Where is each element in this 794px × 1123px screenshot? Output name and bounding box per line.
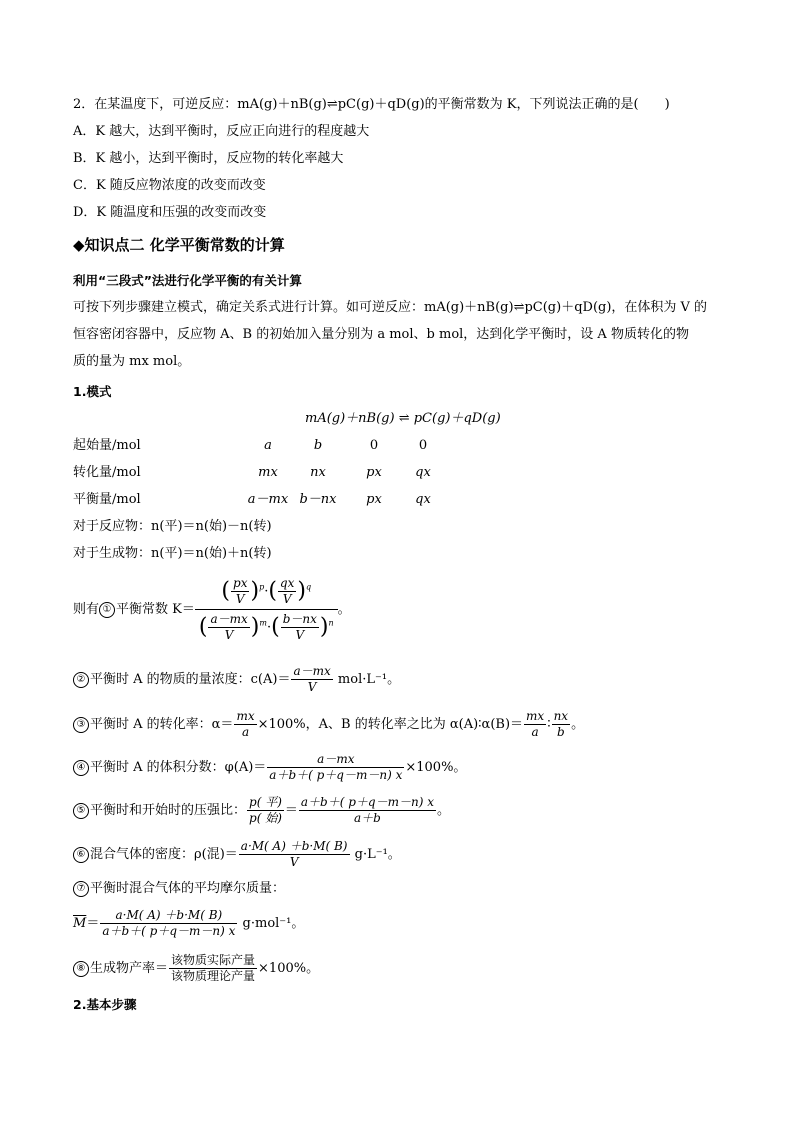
frac-den: 该物质理论产量 <box>171 969 256 983</box>
frac <box>299 795 436 826</box>
circle-number: ④ <box>73 760 89 776</box>
frac <box>234 709 256 740</box>
exponent: p <box>259 582 265 592</box>
paren: ( <box>198 614 208 640</box>
formula-molar-mass: $\overline{M}=$ $\frac{a\cdot M( A) +b\cdot M( B)}{a+b+( p+q-m-n) x}$ g·mol⁻¹。 <box>73 908 305 938</box>
formula-label: 平衡时混合气体的平均摩尔质量： <box>90 881 286 896</box>
frac-den: V <box>289 855 299 869</box>
frac <box>267 752 404 783</box>
formula-label: 平衡时 A 的转化率：α＝ <box>90 717 234 732</box>
frac-num: nx <box>553 709 569 723</box>
frac-den: a <box>531 725 539 739</box>
steps-title: 2.基本步骤 <box>73 997 137 1012</box>
formula-concentration <box>73 664 400 695</box>
formula-k: 则有 ① 平衡常数 K＝ ( $\frac{px}{V}$ )$^p$·( $\frac{qx}{V}$ )$^q$ ( $\frac{a-mx}{V}$ )$^m$·( $\frac{b-nx}{V}$ )$^n$ 。 <box>73 576 351 642</box>
frac-den: p( 始) <box>249 811 282 825</box>
frac-den: V <box>224 628 234 642</box>
k-numerator: ( $\frac{px}{V}$ )$^p$·( $\frac{qx}{V}$ )$^q$ <box>195 576 338 610</box>
cell-a: a <box>264 438 272 453</box>
cell-d: qx <box>415 465 431 480</box>
frac <box>100 908 237 939</box>
cell-b: nx <box>310 465 326 480</box>
paren: ( <box>221 578 231 604</box>
cell-b: b－nx <box>299 492 337 507</box>
paren: ) <box>319 614 329 640</box>
mode-title: 1.模式 <box>73 384 112 399</box>
mode-equation: mA(g)＋nB(g) ⇌ pC(g)＋qD(g) <box>305 411 501 426</box>
circle-number: ⑧ <box>73 961 89 977</box>
frac-num: b－nx <box>282 612 317 626</box>
cell-c: 0 <box>369 438 379 453</box>
frac-den: V <box>282 592 292 606</box>
frac-num: a＋b＋( p＋q－m－n) x <box>300 795 434 809</box>
cell-c: px <box>366 465 382 480</box>
paren: ( <box>271 614 280 640</box>
intro-line-2: 恒容密闭容器中，反应物 A、B 的初始加入量分别为 a mol、b mol，达到化学平衡时，设 A 物质转化的物 <box>73 327 689 342</box>
paren: ( <box>268 578 277 604</box>
formula-end: 。 <box>436 803 450 818</box>
frac-den: b <box>556 725 565 739</box>
frac-den: a＋b＋( p＋q－m－n) x <box>102 924 236 938</box>
product-rule: 对于生成物：n(平)＝n(始)＋n(转) <box>73 546 272 561</box>
formula-label: 平衡时 A 的物质的量浓度：c(A)＝ <box>90 672 291 687</box>
frac-num: a－mx <box>267 752 404 768</box>
frac <box>247 795 284 826</box>
formula-density <box>73 839 401 870</box>
formula-label: 平衡常数 K＝ <box>116 602 195 617</box>
formula-end: 。 <box>571 717 585 732</box>
circle-number: ⑦ <box>73 881 89 897</box>
frac <box>169 953 257 984</box>
formula-text: ×100%，A、B 的转化率之比为 α(A)∶α(B)＝ <box>257 717 524 732</box>
unit: g·mol⁻¹。 <box>238 916 305 931</box>
frac <box>281 612 319 643</box>
frac <box>239 839 350 870</box>
exponent: m <box>259 618 267 628</box>
frac-den: a <box>241 725 250 739</box>
circle-number: ③ <box>73 717 89 733</box>
frac <box>524 709 546 740</box>
formula-label: 生成物产率＝ <box>90 961 169 976</box>
frac-num: a·M( A) ＋b·M( B) <box>100 908 237 924</box>
formula-label: 平衡时 A 的体积分数：φ(A)＝ <box>90 760 267 775</box>
formula-molar-mass-label <box>73 880 285 898</box>
intro-line-1: 可按下列步骤建立模式，确定关系式进行计算。如可逆反应：mA(g)＋nB(g)⇌pC(g)＋qD(g)，在体积为 V 的 <box>73 300 708 315</box>
formula-end: ×100%。 <box>405 760 467 775</box>
formula-end: ×100%。 <box>258 961 320 976</box>
cell-a: mx <box>258 465 278 480</box>
formula-label: 混合气体的密度：ρ(混)＝ <box>90 847 238 862</box>
frac-den: V <box>295 628 305 642</box>
section-heading: ◆知识点二 化学平衡常数的计算 <box>73 236 285 254</box>
question-stem: 2．在某温度下，可逆反应：mA(g)＋nB(g)⇌pC(g)＋qD(g)的平衡常数为 K，下列说法正确的是( ) <box>73 97 670 112</box>
frac-num: 该物质实际产量 <box>171 953 256 967</box>
formula-prefix: 则有 <box>73 602 100 617</box>
cell-d: qx <box>415 492 431 507</box>
row-label: 转化量/mol <box>73 465 141 480</box>
option-b: B．K 越小，达到平衡时，反应物的转化率越大 <box>73 151 344 166</box>
paren: ) <box>250 578 260 604</box>
circle-number: ⑥ <box>73 847 89 863</box>
frac-num: a·M( A) ＋b·M( B) <box>240 839 348 853</box>
reactant-rule: 对于反应物：n(平)＝n(始)－n(转) <box>73 519 272 534</box>
formula-yield <box>73 953 319 984</box>
k-fraction <box>195 576 338 643</box>
frac-num: mx <box>236 709 255 723</box>
frac-num: mx <box>526 709 545 723</box>
frac <box>291 664 332 695</box>
frac-num: p( 平) <box>249 795 282 809</box>
frac-den: V <box>235 592 245 606</box>
frac-num: a－mx <box>210 612 248 626</box>
frac-den: a＋b <box>354 811 381 825</box>
frac-den: V <box>307 680 317 694</box>
formula-volume-fraction <box>73 752 466 783</box>
cell-b: b <box>313 438 323 453</box>
cell-a: a－mx <box>247 492 289 507</box>
cell-d: 0 <box>418 438 428 453</box>
frac <box>278 576 296 607</box>
unit: g·L⁻¹。 <box>350 847 401 862</box>
intro-line-3: 质的量为 mx mol。 <box>73 354 191 369</box>
option-d: D．K 随温度和压强的改变而改变 <box>73 205 267 220</box>
frac-num: qx <box>279 576 295 590</box>
k-denominator: ( $\frac{a-mx}{V}$ )$^m$·( $\frac{b-nx}{V}$ )$^n$ <box>198 612 334 642</box>
cell-c: px <box>366 492 382 507</box>
frac-num: a－mx <box>293 664 331 678</box>
mean-molar-mass-symbol: $\overline{M}$ <box>73 916 87 931</box>
paren: ) <box>250 614 260 640</box>
unit: mol·L⁻¹。 <box>333 672 401 687</box>
formula-pressure-ratio: ⑤ 平衡时和开始时的压强比： $\frac{\text{p( 平)}}{\text{p( 始)}}$ ＝ $\frac{a+b+( p+q-m-n) x}{a+b}$ 。 <box>73 795 450 826</box>
circle-number: ⑤ <box>73 803 89 819</box>
exponent: q <box>305 582 312 592</box>
row-label: 平衡量/mol <box>73 492 141 507</box>
frac <box>231 576 249 607</box>
frac-den: a＋b＋( p＋q－m－n) x <box>269 768 403 782</box>
frac <box>208 612 249 643</box>
row-label: 起始量/mol <box>73 438 141 453</box>
option-c: C．K 随反应物浓度的改变而改变 <box>73 178 266 193</box>
circle-number: ② <box>73 672 89 688</box>
section-subheading: 利用“三段式”法进行化学平衡的有关计算 <box>73 273 302 288</box>
formula-label: 平衡时和开始时的压强比： <box>90 803 247 818</box>
option-a: A．K 越大，达到平衡时，反应正向进行的程度越大 <box>73 124 370 139</box>
frac-num: px <box>233 576 248 590</box>
paren: ) <box>297 578 306 604</box>
formula-conversion-rate: ③ 平衡时 A 的转化率：α＝ $\frac{mx}{a}$ ×100%，A、B 的转化率之比为 α(A)∶α(B)＝ $\frac{mx}{a}$ ∶ $\frac{nx}{b}$ 。 <box>73 709 584 740</box>
exponent: n <box>328 618 334 628</box>
circle-number: ① <box>99 602 115 618</box>
frac <box>552 709 571 740</box>
